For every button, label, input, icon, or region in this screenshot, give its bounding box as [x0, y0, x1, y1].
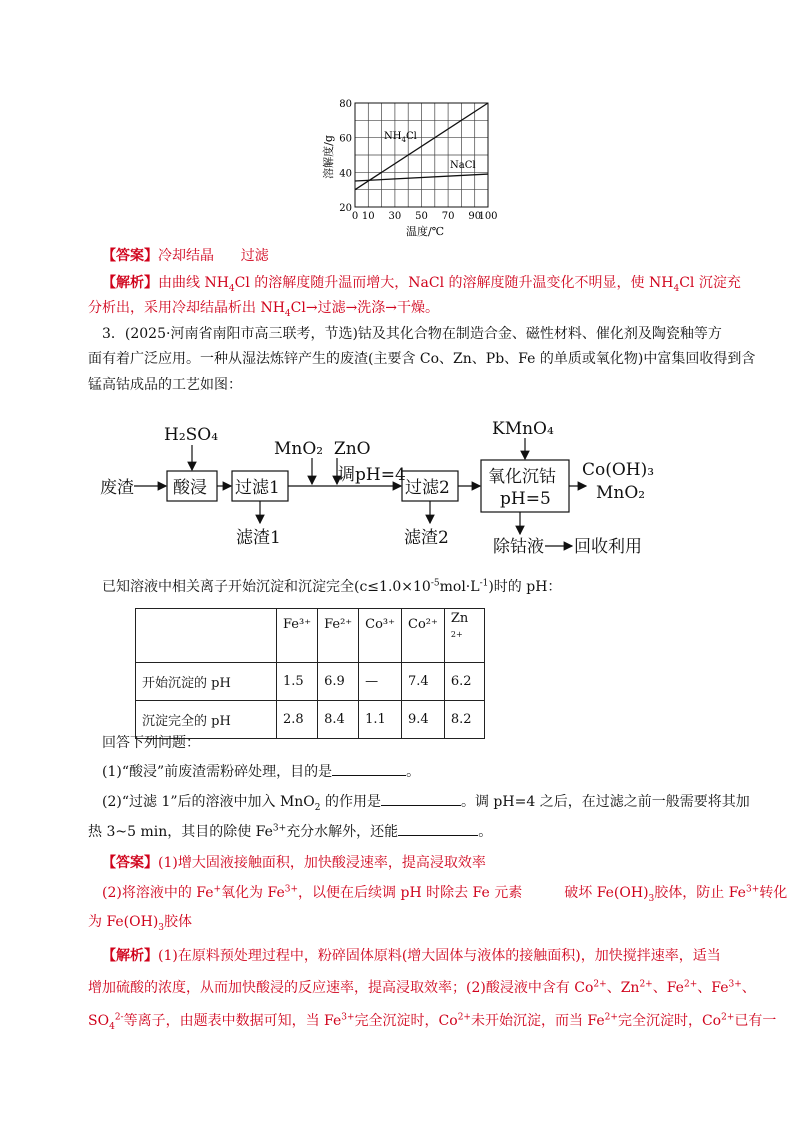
text: )时的 pH： [488, 579, 562, 595]
superscript: 3+ [728, 979, 742, 990]
series-label-nacl: NaCl [450, 160, 476, 171]
y-tick-label: 20 [339, 203, 352, 214]
analysis-text: 分析出，采用冷却结晶析出 NH [88, 300, 285, 316]
superscript: 3+ [272, 823, 287, 834]
table-cell: — [359, 663, 402, 701]
filter2-label: 过滤2 [405, 478, 450, 498]
analysis3-line1 [102, 946, 721, 966]
analysis-text: Cl 的溶解度随升温而增大，NaCl 的溶解度随升温变化不明显，使 NH [234, 275, 674, 291]
analysis-text: 增加硫酸的浓度，从而加快酸浸的反应速率，提高浸取效率；(2)酸浸液中含有 Co [88, 980, 594, 996]
q3-intro-line2: 面有着广泛应用。一种从湿法炼锌产生的废渣(主要含 Co、Zn、Pb、Fe 的单质或氧化物)中富集回收得到含 [88, 351, 756, 367]
table-cell: 开始沉淀的 pH [136, 663, 277, 701]
x-tick-label: 0 [351, 211, 359, 222]
answer-blank [332, 761, 406, 776]
process-flowchart [90, 410, 710, 570]
table-header-cell [136, 609, 277, 663]
x-tick-label: 70 [441, 211, 455, 222]
oxidize-label: 氧化沉钴 [488, 467, 556, 487]
analysis3-line2 [88, 978, 756, 998]
subscript: 3 [158, 922, 165, 933]
superscript: 2- [114, 1012, 124, 1023]
chart-xlabel: 温度/℃ [405, 225, 445, 238]
superscript: -1 [479, 578, 489, 589]
x-tick-label: 90 [468, 211, 482, 222]
answer-text: 胶体，防止 Fe [654, 885, 746, 901]
superscript: 2+ [604, 1012, 618, 1023]
answer-text: (1)增大固液接触面积，加快酸浸速率，提高浸取效率 [158, 855, 486, 871]
x-tick-label: 100 [478, 211, 498, 222]
kmno4-label: KMnO₄ [492, 419, 554, 439]
answer-blank [381, 791, 461, 806]
chart-ylabel: 溶解度/g [322, 135, 335, 179]
analysis-text: Cl 沉淀充 [679, 275, 741, 291]
text: 已知溶液中相关离子开始沉淀和沉淀完全(c≤1.0×10 [102, 579, 431, 595]
superscript: 2+ [639, 979, 653, 990]
table-header-row [136, 609, 485, 663]
superscript: 3+ [341, 1012, 355, 1023]
superscript: 2+ [721, 1012, 735, 1023]
analysis-text: 、 [741, 980, 756, 996]
solubility-chart [318, 92, 518, 242]
chart-grid [355, 103, 488, 207]
table-header-cell [444, 609, 484, 663]
adjust-ph-label: 调pH=4 [338, 465, 406, 485]
analysis-text: 未开始沉淀，而当 Fe [470, 1013, 605, 1029]
q2-answer-line [102, 246, 269, 266]
table-cell: 1.5 [277, 663, 318, 701]
answer-text: (2)将溶液中的 Fe [102, 885, 214, 901]
q2-analysis-line2 [88, 298, 439, 318]
analysis-text: 已有一 [734, 1013, 777, 1029]
table-cell: 6.9 [318, 663, 359, 701]
text: (1)“酸浸”前废渣需粉碎处理，目的是 [102, 764, 333, 780]
table-header-cell: Co²⁺ [402, 609, 445, 663]
table-cell: 6.2 [444, 663, 484, 701]
filter1-label: 过滤1 [235, 478, 280, 498]
table-row [136, 663, 485, 701]
reagents-label: MnO₂ ZnO [274, 439, 371, 459]
table-cell: 7.4 [402, 663, 445, 701]
answer-text: 胶体 [164, 914, 193, 930]
x-tick-label: 30 [388, 211, 402, 222]
answer3-line1 [102, 853, 486, 873]
question-1 [102, 761, 420, 782]
answer-text: 破坏 Fe(OH) [564, 885, 649, 901]
subscript: 4 [109, 1021, 115, 1032]
residue2-label: 滤渣2 [404, 528, 449, 548]
question-2 [102, 791, 750, 812]
table-cell: 8.2 [444, 701, 484, 739]
analysis3-line3 [88, 1011, 776, 1031]
questions-intro: 回答下列问题： [102, 735, 200, 751]
question-2-line2 [88, 821, 492, 842]
text: 。 [406, 764, 421, 780]
superscript: 2+ [683, 979, 698, 990]
residue1-label: 滤渣1 [236, 528, 281, 548]
analysis-text: 完全沉淀时，Co [617, 1013, 722, 1029]
analysis-text: 等离子，由题表中数据可知，当 Fe [123, 1013, 342, 1029]
answer-text: 为 Fe(OH) [88, 914, 159, 930]
product-cooh3-label: Co(OH)₃ [582, 460, 655, 480]
text: 热 3~5 min，其目的除使 Fe [88, 824, 273, 840]
analysis-text: 完全沉淀时，Co [354, 1013, 458, 1029]
text: 。调 pH=4 之后，在过滤之前一般需要将其加 [460, 794, 750, 810]
answer-blank [398, 821, 478, 836]
subscript: 3 [648, 893, 655, 904]
analysis-text: (1)在原料预处理过程中，粉碎固体原料(增大固体与液体的接触面积)，加快搅拌速率，适当 [158, 948, 721, 964]
text: 。 [478, 824, 493, 840]
analysis-text: SO [88, 1013, 110, 1029]
answer-text: 冷却结晶 过滤 [158, 248, 269, 264]
superscript: 2+ [457, 1012, 471, 1023]
analysis-label: 【解析】 [102, 275, 158, 291]
known-conditions [102, 577, 561, 597]
table-cell: 9.4 [402, 701, 445, 739]
analysis-text: 由曲线 NH [158, 275, 229, 291]
analysis-text: 、Fe [652, 980, 684, 996]
table-header-cell: Fe²⁺ [318, 609, 359, 663]
decobalt-label: 除钴液 [493, 537, 544, 557]
q3-intro-line1: 3．(2025·河南省南阳市高三联考，节选)钴及其化合物在制造合金、磁性材料、催化剂及陶瓷釉等方 [102, 326, 722, 342]
zn-label: Zn [450, 611, 469, 626]
q3-intro-line3: 锰高钴成品的工艺如图： [88, 377, 242, 393]
text: 的作用是 [320, 794, 381, 810]
subscript: 2 [314, 802, 321, 813]
subscript: 4 [228, 283, 235, 294]
h2so4-label: H₂SO₄ [164, 425, 219, 445]
subscript: 4 [284, 308, 291, 319]
answer3-line2 [102, 883, 787, 903]
zn-charge: 2+ [450, 630, 463, 639]
superscript: 3+ [745, 884, 760, 895]
answer-text: 转化 [759, 885, 788, 901]
product-mno2-label: MnO₂ [596, 483, 646, 503]
x-tick-label: 10 [361, 211, 375, 222]
answer-label: 【答案】 [102, 855, 158, 871]
text: mol·L [439, 579, 480, 595]
answer-label: 【答案】 [102, 248, 158, 264]
y-tick-label: 80 [339, 99, 352, 110]
acid-leach-label: 酸浸 [173, 478, 207, 498]
superscript: -5 [430, 578, 440, 589]
text: 充分水解外，还能 [286, 824, 399, 840]
table-cell: 1.1 [359, 701, 402, 739]
table-cell: 2.8 [277, 701, 318, 739]
analysis-text: 、Zn [606, 980, 640, 996]
subscript: 4 [673, 283, 680, 294]
y-tick-label: 60 [339, 133, 352, 145]
oxidize-ph-label: pH=5 [500, 489, 551, 509]
q2-analysis-line1 [102, 273, 741, 293]
x-tick-label: 50 [415, 211, 428, 222]
text: (2)“过滤 1”后的溶液中加入 MnO [102, 794, 315, 810]
superscript: + [213, 884, 222, 895]
y-tick-label: 40 [339, 168, 352, 180]
superscript: 3+ [284, 884, 299, 895]
table-cell: 沉淀完全的 pH [136, 701, 277, 739]
analysis-label: 【解析】 [102, 948, 158, 964]
answer3-line3 [88, 912, 192, 932]
analysis-text: Cl→过滤→洗涤→干燥。 [290, 300, 440, 316]
analysis-text: 、Fe [697, 980, 729, 996]
ph-table [135, 608, 485, 739]
recycle-label: 回收利用 [574, 537, 642, 557]
table-header-cell: Co³⁺ [359, 609, 402, 663]
table-header-cell: Fe³⁺ [277, 609, 318, 663]
answer-text: ，以便在后续调 pH 时除去 Fe 元素 [298, 885, 523, 901]
feed-label: 废渣 [100, 478, 134, 498]
series-label-nh4cl: $NH_4Cl$ [384, 131, 417, 144]
superscript: 2+ [593, 979, 607, 990]
answer-text: 氧化为 Fe [221, 885, 285, 901]
table-cell: 8.4 [318, 701, 359, 739]
